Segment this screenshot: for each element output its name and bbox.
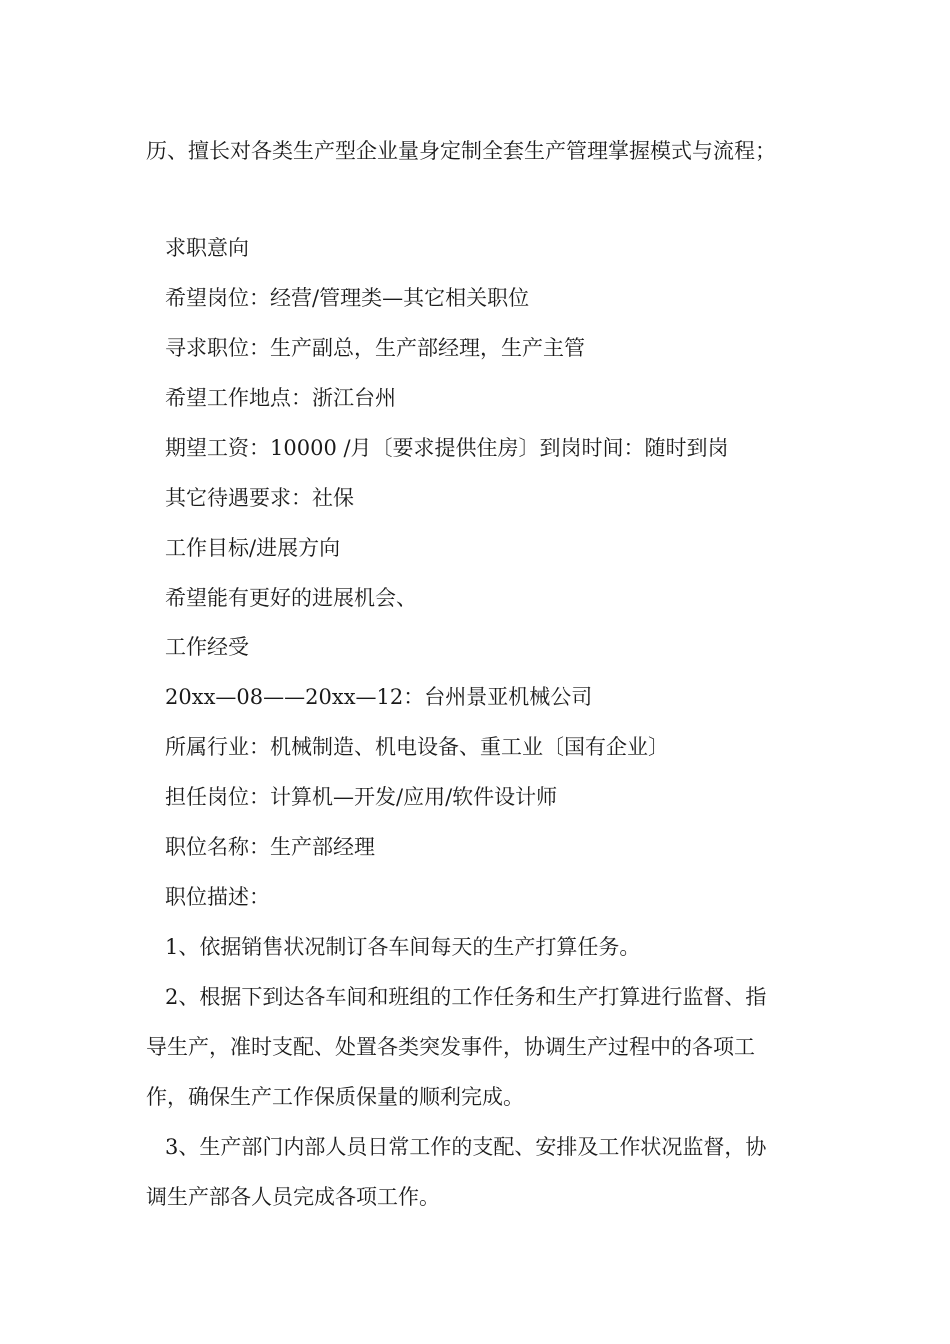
post-held: 担任岗位：计算机—开发/应用/软件设计师 (165, 785, 558, 809)
other-requirements: 其它待遇要求：社保 (165, 486, 354, 510)
goal-text: 希望能有更好的进展机会、 (165, 586, 417, 610)
duty-item-2-line-2: 导生产，准时支配、处置各类突发事件，协调生产过程中的各项工 (146, 1035, 755, 1059)
desired-post: 希望岗位：经营/管理类—其它相关职位 (165, 286, 530, 310)
duty-item-1: 1、依据销售状况制订各车间每天的生产打算任务。 (165, 935, 641, 959)
industry: 所属行业：机械制造、机电设备、重工业〔国有企业〕 (165, 735, 669, 759)
sought-position: 寻求职位：生产副总，生产部经理，生产主管 (165, 336, 585, 360)
duty-item-2-line-1: 2、根据下到达各车间和班组的工作任务和生产打算进行监督、指 (165, 985, 767, 1009)
duty-item-3-line-1: 3、生产部门内部人员日常工作的支配、安排及工作状况监督，协 (165, 1135, 767, 1159)
position-title: 职位名称：生产部经理 (165, 835, 375, 859)
duty-item-3-line-2: 调生产部各人员完成各项工作。 (146, 1185, 440, 1209)
section-heading-job-intention: 求职意向 (165, 236, 249, 260)
expected-salary: 期望工资：10000 /月〔要求提供住房〕到岗时间：随时到岗 (165, 436, 729, 460)
description-label: 职位描述： (165, 885, 270, 909)
job-period: 20xx—08——20xx—12：台州景亚机械公司 (165, 685, 593, 709)
desired-location: 希望工作地点：浙江台州 (165, 386, 396, 410)
section-heading-experience: 工作经受 (165, 635, 249, 659)
section-heading-goal: 工作目标/进展方向 (165, 536, 341, 560)
duty-item-2-line-3: 作，确保生产工作保质保量的顺利完成。 (146, 1085, 524, 1109)
intro-line: 历、擅长对各类生产型企业量身定制全套生产管理掌握模式与流程； (146, 139, 776, 163)
